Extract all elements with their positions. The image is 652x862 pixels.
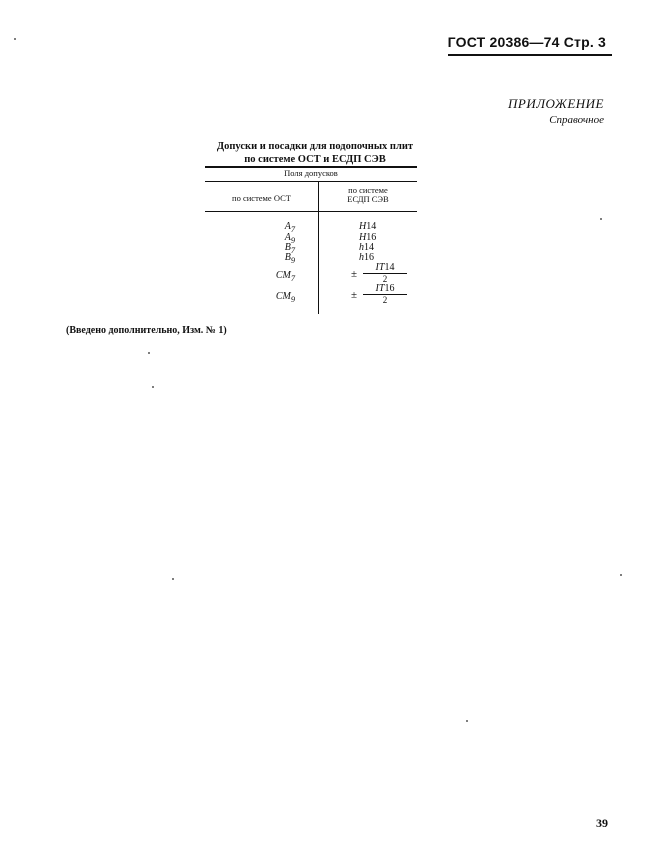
col-header-sev-line2: ЕСДП СЭВ <box>347 194 389 204</box>
sev-cell-h14: H14 <box>359 221 377 232</box>
ost-cell-b7: $B_7$ <box>284 242 295 255</box>
ost-cell-a7: $A_7$ <box>284 221 295 234</box>
appendix-subtitle: Справочное <box>549 114 604 126</box>
scan-speck <box>14 38 16 40</box>
appendix-label <box>508 96 604 126</box>
sev-cell-it16-fraction <box>351 283 411 307</box>
page-label: Стр. 3 <box>563 34 606 50</box>
scan-speck <box>620 574 622 576</box>
scan-speck <box>172 578 174 580</box>
ost-cell-a9: $A_9$ <box>284 232 295 245</box>
page-header <box>448 34 606 50</box>
group-header: Поля допусков <box>284 168 338 178</box>
table-title-line1: Допуски и посадки для подопочных плит <box>216 141 414 152</box>
ost-cell-cm7: $CM_7$ <box>275 270 295 283</box>
scan-speck <box>148 352 150 354</box>
col-header-ost: по системе ОСТ <box>232 193 291 203</box>
fraction-denominator: 2 <box>382 295 388 305</box>
ost-cell-cm9: $CM_9$ <box>275 291 295 304</box>
scan-speck <box>152 386 154 388</box>
scan-speck <box>600 218 602 220</box>
table-title <box>210 140 420 166</box>
plus-minus-sign: ± <box>351 268 358 280</box>
col-header-sev <box>319 186 417 204</box>
page-number: 39 <box>596 816 608 830</box>
table-column-divider <box>318 181 319 314</box>
col-header-sev-line1: по системе <box>348 185 388 195</box>
table-mid-rule <box>205 181 417 182</box>
sev-cell-h16: H16 <box>359 232 377 243</box>
table-header-rule <box>205 211 417 212</box>
amendment-note: (Введено дополнительно, Изм. № 1) <box>66 325 227 336</box>
plus-minus-sign: ± <box>351 289 358 301</box>
fraction-numerator: IT14 <box>375 262 395 273</box>
sev-cell-h16-lower: h16 <box>359 252 374 263</box>
sev-cell-h14-lower: h14 <box>359 242 374 253</box>
fraction-numerator: IT16 <box>375 283 395 294</box>
fraction-denominator: 2 <box>382 274 388 284</box>
table-title-line2: по системе ОСТ и ЕСДП СЭВ <box>244 154 386 165</box>
appendix-title: ПРИЛОЖЕНИЕ <box>508 96 604 111</box>
header-rule <box>448 54 612 56</box>
tolerance-table <box>205 166 417 314</box>
scan-speck <box>466 720 468 722</box>
standard-number: ГОСТ 20386—74 <box>447 34 560 50</box>
ost-cell-b9: $B_9$ <box>284 252 295 265</box>
